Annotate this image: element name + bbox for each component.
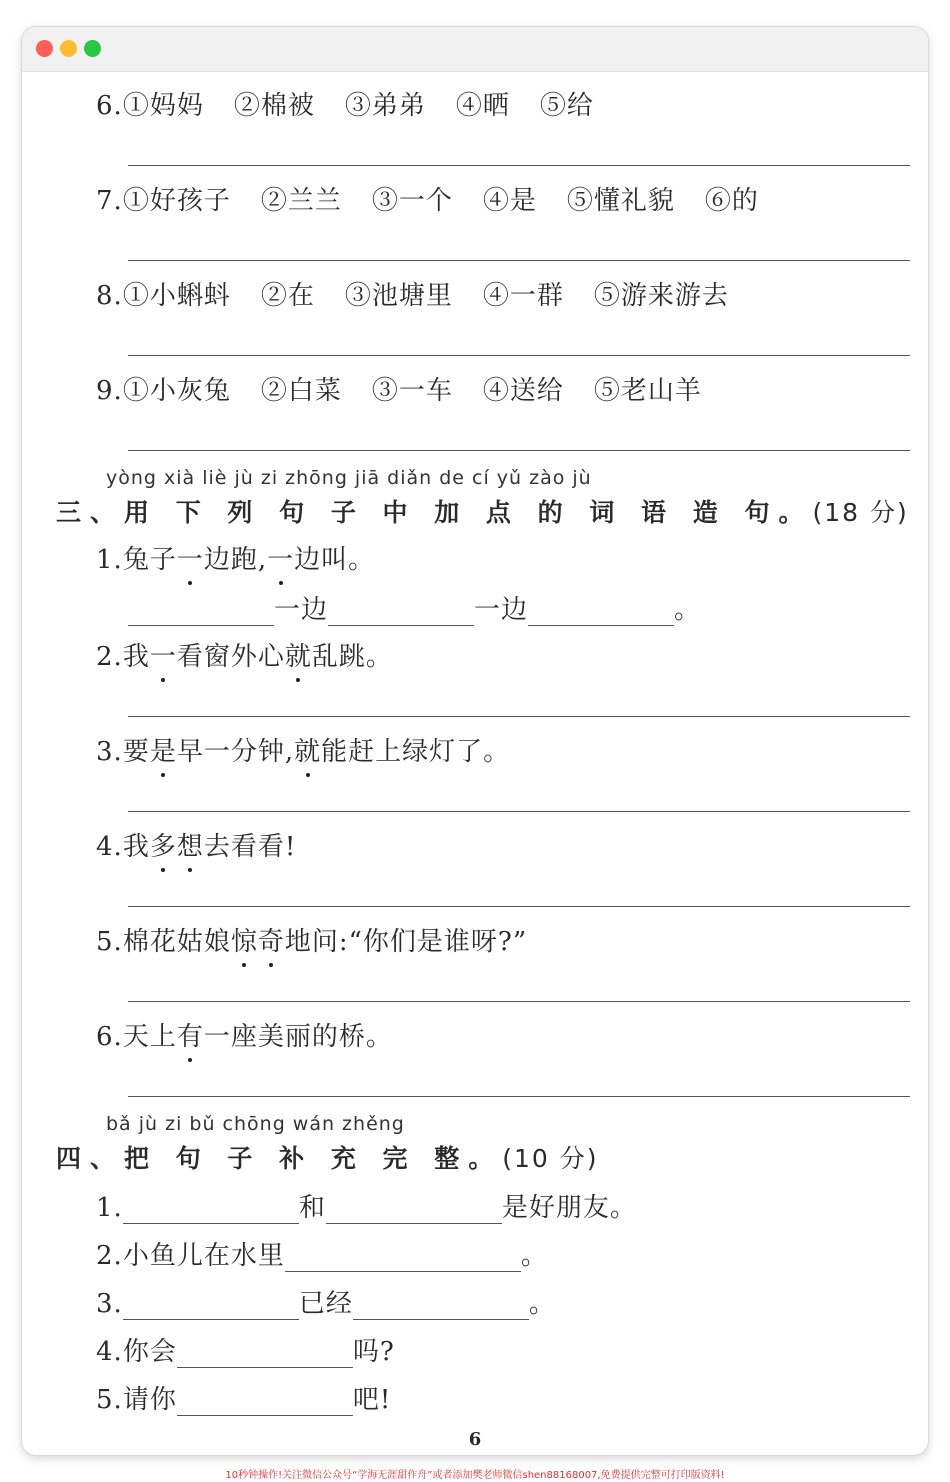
sentence-text: 地问:“你们是谁呀?”: [284, 927, 528, 957]
reorder-item-7: [96, 180, 789, 217]
answer-line[interactable]: [128, 355, 910, 356]
sentence-text: 吧!: [352, 1385, 392, 1415]
maximize-window-button[interactable]: [84, 40, 101, 57]
given-word: 一边: [274, 595, 329, 625]
reorder-item-8: [96, 275, 759, 312]
word-option: ③池塘里: [344, 281, 453, 311]
word-option: ⑤给: [539, 91, 594, 121]
page-number: 6: [468, 1429, 482, 1450]
sentence-text: 天上: [122, 1022, 177, 1052]
sentence-text: 你会: [122, 1337, 177, 1367]
word-option: ②棉被: [233, 91, 315, 121]
word-option: ⑤游来游去: [593, 281, 729, 311]
word-option: ⑥的: [704, 186, 759, 216]
punctuation: 。: [520, 1241, 548, 1271]
fill-blank[interactable]: [326, 1197, 502, 1224]
item-number: 5.: [96, 927, 123, 957]
item-number: 7.: [96, 186, 123, 216]
item-number: 3.: [96, 1289, 123, 1319]
sentence-text: 乱跳。: [311, 642, 393, 672]
dotted-word: 是: [150, 731, 177, 768]
dotted-word: 就: [294, 731, 321, 768]
sentence-3: [96, 731, 510, 768]
given-word: 一边: [474, 595, 529, 625]
sentence-text: 小鱼儿在水里: [122, 1241, 285, 1271]
item-number: 2.: [96, 1241, 123, 1271]
dotted-word: 就: [285, 636, 312, 673]
item-number: 1.: [96, 1193, 123, 1223]
fill-blank[interactable]: [353, 1293, 529, 1320]
section4-score: (10 分): [502, 1144, 599, 1173]
dotted-word: 奇: [258, 921, 285, 958]
item-number: 1.: [96, 545, 123, 575]
item-number: 5.: [96, 1385, 123, 1415]
word-option: ①好孩子: [122, 186, 231, 216]
fill-blank[interactable]: [128, 599, 274, 626]
sentence-text: 看窗外心: [176, 642, 285, 672]
word-option: ①妈妈: [122, 91, 204, 121]
footer-notice: 10秒钟操作!关注微信公众号“学海无涯甜作舟”或者添加樊老师微信shen88168007,免费提供完整可打印版资料!: [225, 1470, 725, 1481]
item-number: 3.: [96, 737, 123, 767]
word-option: ④是: [482, 186, 537, 216]
section4-pinyin: bǎ jù zi bǔ chōng wán zhěng: [106, 1113, 405, 1135]
word-option: ⑤懂礼貌: [566, 186, 675, 216]
sentence-6: [96, 1016, 393, 1053]
sentence-text: 早一分钟,: [176, 737, 295, 767]
sentence-text: 我: [122, 832, 150, 862]
answer-line[interactable]: [128, 716, 910, 717]
document-window: [22, 27, 928, 1455]
fill-blank[interactable]: [123, 1197, 299, 1224]
word-option: ②白菜: [260, 376, 342, 406]
fill-blank[interactable]: [177, 1341, 353, 1368]
sentence-text: 请你: [122, 1385, 177, 1415]
reorder-item-6: [96, 85, 624, 122]
word-option: ④晒: [455, 91, 510, 121]
section3-heading: [56, 493, 909, 529]
sentence-text: 兔子: [122, 545, 177, 575]
item-number: 6.: [96, 1022, 123, 1052]
answer-line[interactable]: [128, 1001, 910, 1002]
item-number: 4.: [96, 832, 123, 862]
section3-title: 三、用 下 列 句 子 中 加 点 的 词 语 造 句。: [56, 498, 813, 527]
item-number: 6.: [96, 91, 123, 121]
word-option: ④一群: [482, 281, 564, 311]
sentence-text: 要: [122, 737, 150, 767]
item-number: 4.: [96, 1337, 123, 1367]
word-option: ③一个: [371, 186, 453, 216]
dotted-word: 多: [150, 826, 177, 863]
fill-blank[interactable]: [177, 1389, 353, 1416]
answer-line[interactable]: [128, 1096, 910, 1097]
answer-line[interactable]: [128, 811, 910, 812]
sentence-1: [96, 539, 375, 576]
window-titlebar: [22, 27, 928, 72]
complete-sentence-1: [96, 1187, 637, 1224]
fill-blank[interactable]: [528, 599, 674, 626]
fill-blank[interactable]: [285, 1245, 521, 1272]
sentence-text: 边跑,: [203, 545, 268, 575]
close-window-button[interactable]: [36, 40, 53, 57]
word-option: ①小灰兔: [122, 376, 231, 406]
sentence-text: 已经: [298, 1289, 353, 1319]
item-number: 9.: [96, 376, 123, 406]
minimize-window-button[interactable]: [60, 40, 77, 57]
sentence-4: [96, 826, 296, 863]
complete-sentence-3: [96, 1283, 556, 1320]
complete-sentence-4: [96, 1331, 395, 1368]
answer-line[interactable]: [128, 450, 910, 451]
dotted-word: 有: [177, 1016, 204, 1053]
fill-blank[interactable]: [328, 599, 474, 626]
dotted-word: 一: [177, 539, 204, 576]
word-option: ④送给: [482, 376, 564, 406]
sentence-1-fill: [128, 589, 701, 626]
reorder-item-9: [96, 370, 732, 407]
sentence-text: 棉花姑娘: [122, 927, 231, 957]
answer-line[interactable]: [128, 906, 910, 907]
word-option: ①小蝌蚪: [122, 281, 231, 311]
answer-line[interactable]: [128, 260, 910, 261]
sentence-text: 吗?: [352, 1337, 395, 1367]
sentence-text: 我: [122, 642, 150, 672]
punctuation: 。: [674, 595, 702, 625]
sentence-2: [96, 636, 393, 673]
word-option: ③弟弟: [344, 91, 426, 121]
item-number: 8.: [96, 281, 123, 311]
answer-line[interactable]: [128, 165, 910, 166]
dotted-word: 一: [267, 539, 294, 576]
word-option: ⑤老山羊: [593, 376, 702, 406]
section3-score: (18 分): [812, 498, 909, 527]
sentence-text: 是好朋友。: [501, 1193, 637, 1223]
sentence-text: 能赶上绿灯了。: [321, 737, 511, 767]
sentence-text: 一座美丽的桥。: [203, 1022, 393, 1052]
punctuation: 。: [528, 1289, 556, 1319]
item-number: 2.: [96, 642, 123, 672]
word-option: ②兰兰: [260, 186, 342, 216]
dotted-word: 一: [150, 636, 177, 673]
sentence-text: 边叫。: [294, 545, 376, 575]
dotted-word: 惊: [231, 921, 258, 958]
section4-title: 四、把 句 子 补 充 完 整。: [56, 1144, 503, 1173]
sentence-text: 和: [298, 1193, 326, 1223]
fill-blank[interactable]: [123, 1293, 299, 1320]
complete-sentence-5: [96, 1379, 391, 1416]
word-option: ③一车: [371, 376, 453, 406]
section4-heading: [56, 1139, 599, 1175]
section3-pinyin: yòng xià liè jù zi zhōng jiā diǎn de cí yǔ zào jù: [106, 467, 592, 489]
dotted-word: 想: [177, 826, 204, 863]
word-option: ②在: [260, 281, 315, 311]
sentence-text: 去看看!: [203, 832, 297, 862]
sentence-5: [96, 921, 527, 958]
complete-sentence-2: [96, 1235, 548, 1272]
